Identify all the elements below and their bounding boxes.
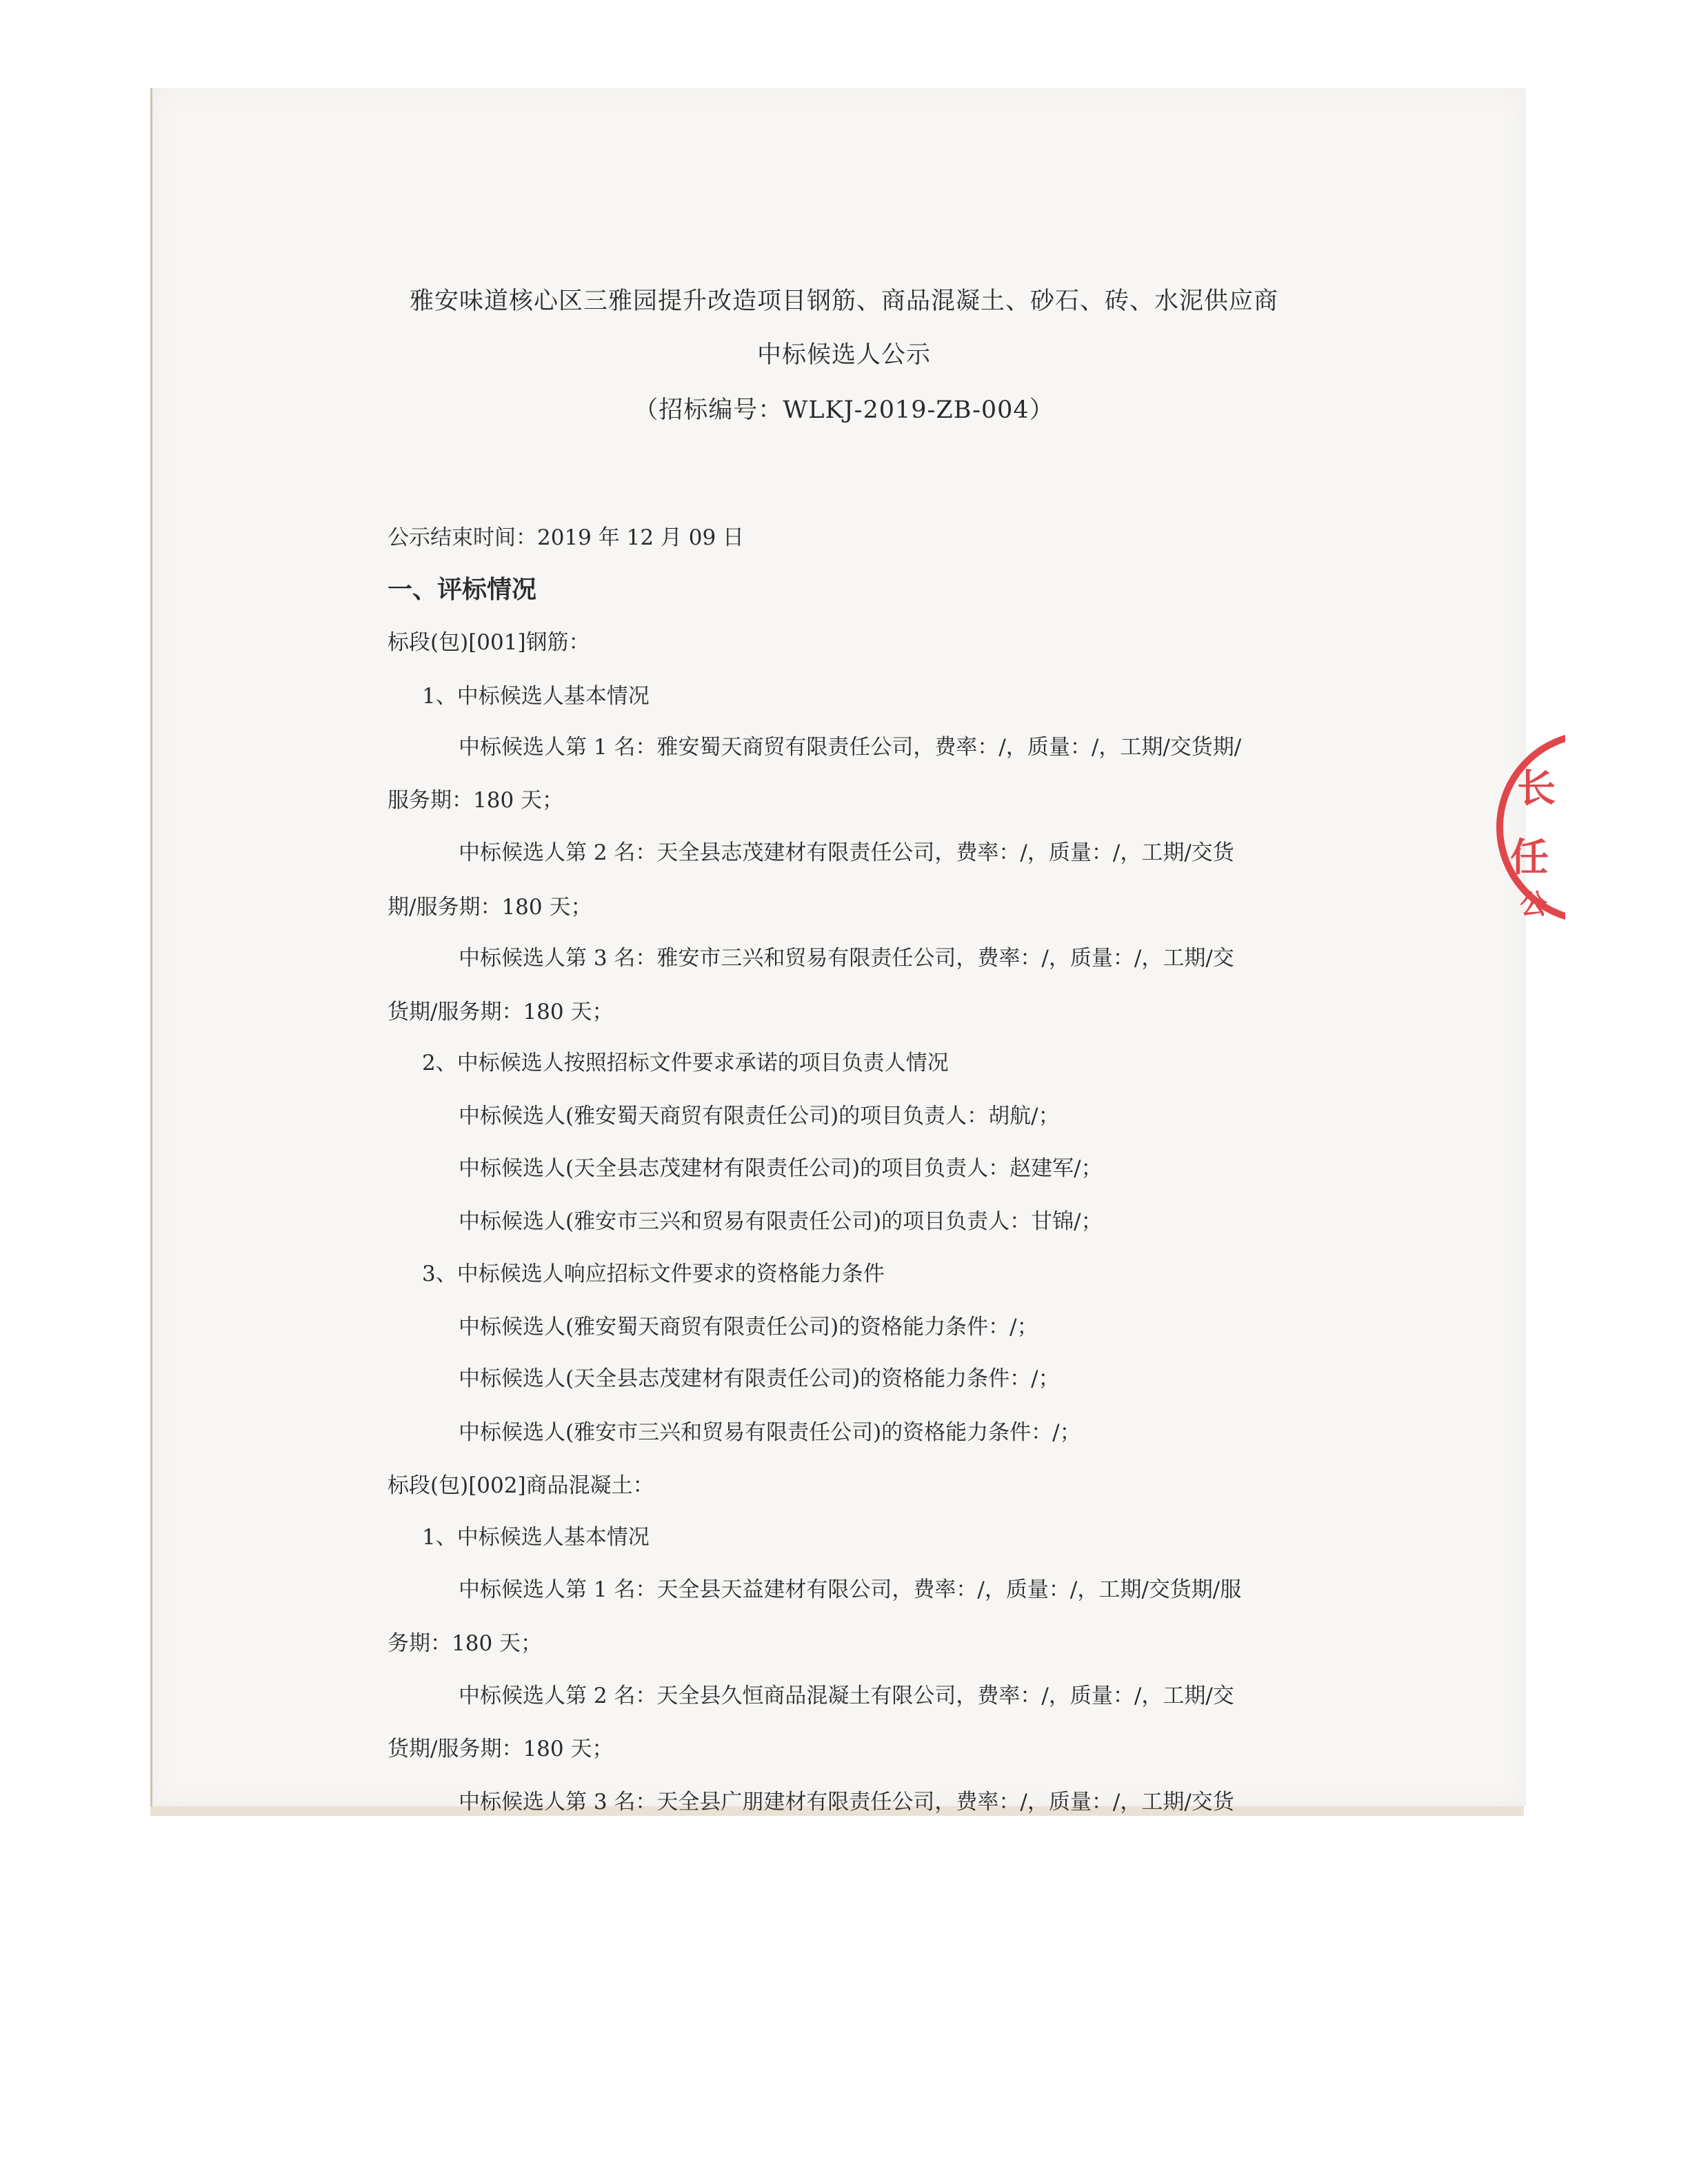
candidate-line: 中标候选人第 1 名：雅安蜀天商贸有限责任公司，费率：/，质量：/，工期/交货期/: [459, 735, 1242, 760]
lot-header: 标段(包)[001]钢筋：: [388, 630, 590, 655]
document-subtitle: 中标候选人公示: [756, 341, 931, 369]
seal-glyph: 任: [1510, 836, 1549, 880]
official-seal: [1496, 731, 1565, 924]
subsection-title: 2、中标候选人按照招标文件要求承诺的项目负责人情况: [422, 1051, 949, 1075]
candidate-line: 中标候选人第 1 名：天全县天益建材有限公司，费率：/，质量：/，工期/交货期/服: [459, 1577, 1242, 1602]
candidate-line-cont: 期/服务期：180 天；: [388, 895, 592, 920]
candidate-line: 中标候选人第 2 名：天全县志茂建材有限责任公司，费率：/，质量：/，工期/交货: [459, 840, 1234, 865]
candidate-line-cont: 货期/服务期：180 天；: [388, 1737, 614, 1761]
tender-number: （招标编号：WLKJ-2019-ZB-004）: [634, 396, 1054, 424]
candidate-line-cont: 服务期：180 天；: [388, 788, 564, 813]
subsection-title: 1、中标候选人基本情况: [422, 684, 650, 709]
document-title: 雅安味道核心区三雅园提升改造项目钢筋、商品混凝土、砂石、砖、水泥供应商: [409, 287, 1278, 315]
lot-header: 标段(包)[002]商品混凝土：: [388, 1473, 654, 1498]
project-manager-line: 中标候选人(雅安市三兴和贸易有限责任公司)的项目负责人：甘锦/；: [459, 1209, 1103, 1234]
subsection-title: 3、中标候选人响应招标文件要求的资格能力条件: [422, 1262, 885, 1286]
qualification-line: 中标候选人(雅安蜀天商贸有限责任公司)的资格能力条件：/；: [459, 1315, 1038, 1339]
candidate-line-cont: 货期/服务期：180 天；: [388, 1000, 614, 1024]
candidate-line: 中标候选人第 2 名：天全县久恒商品混凝土有限公司，费率：/，质量：/，工期/交: [459, 1684, 1234, 1708]
candidate-line-cont: 务期：180 天；: [388, 1631, 543, 1656]
seal-glyph: 长: [1517, 767, 1556, 811]
subsection-title: 1、中标候选人基本情况: [422, 1525, 650, 1550]
section-heading: 一、评标情况: [388, 576, 537, 604]
candidate-line: 中标候选人第 3 名：天全县广朋建材有限责任公司，费率：/，质量：/，工期/交货: [459, 1790, 1234, 1814]
candidate-line: 中标候选人第 3 名：雅安市三兴和贸易有限责任公司，费率：/，质量：/，工期/交: [459, 946, 1234, 971]
project-manager-line: 中标候选人(天全县志茂建材有限责任公司)的项目负责人：赵建军/；: [459, 1156, 1103, 1181]
qualification-line: 中标候选人(天全县志茂建材有限责任公司)的资格能力条件：/；: [459, 1366, 1060, 1391]
publicity-end-time: 公示结束时间：2019 年 12 月 09 日: [388, 525, 745, 550]
qualification-line: 中标候选人(雅安市三兴和贸易有限责任公司)的资格能力条件：/；: [459, 1420, 1081, 1445]
seal-glyph: 公: [1520, 889, 1547, 920]
project-manager-line: 中标候选人(雅安蜀天商贸有限责任公司)的项目负责人：胡航/；: [459, 1104, 1060, 1129]
